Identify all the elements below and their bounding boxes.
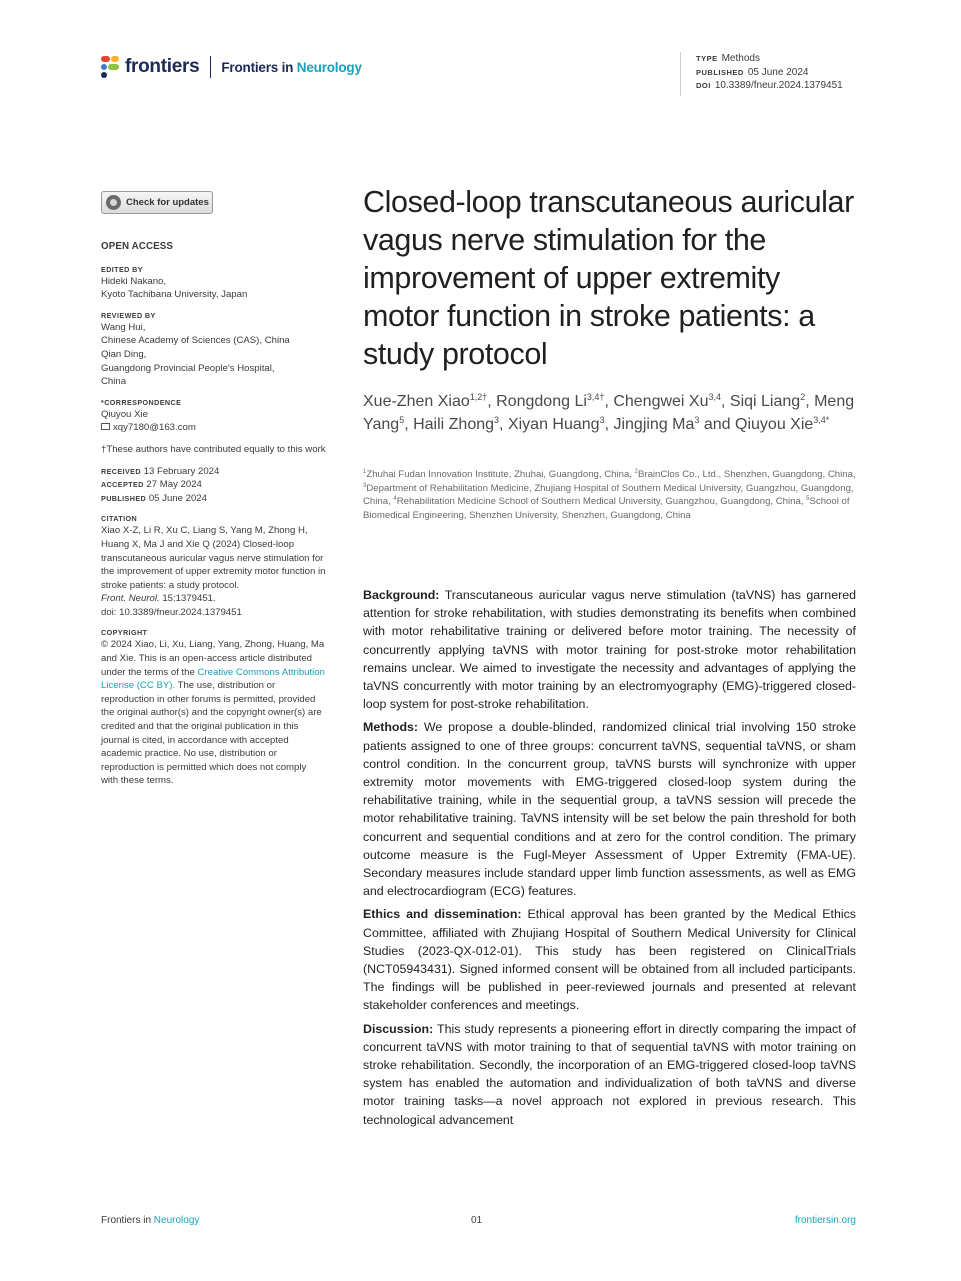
author-list: Xue-Zhen Xiao$^{1,2\dagger}$, Rongdong $Li^{3,4\dagger}$, Chengwei Xu$^{3,4}$, Siqi Liang$^2$, Meng Yang$^5$, Haili Zhong$^3$, Xiyan Huang$^3$, Jingjing Ma$^3$ and Qiuyou Xie$^{3,4*}$ [363, 392, 855, 433]
affiliation-text: BrainClos Co., Ltd., Shenzhen, Guangdong, China, [637, 469, 856, 480]
affiliation-number: 5 [806, 496, 810, 503]
citation-section: CITATION Xiao X-Z, Li R, Xu C, Liang S, Yang M, Zhong H, Huang X, Ma J and Xie Q (2024) Closed-loop transcutaneous auricular vagus nerve stimulation for the improvement of upper extremity motor function in stroke patients: a study protocol. Front. Neurol. 15:1379451. doi: 10.3389/fneur.2024.1379451 [101, 514, 326, 618]
author-name[interactable]: Qiuyou Xie [735, 416, 814, 433]
check-for-updates-button[interactable]: Check for updates [101, 191, 213, 214]
abstract-heading: Methods: [363, 720, 419, 735]
abstract [363, 586, 856, 1134]
abstract-heading: Background: [363, 588, 440, 602]
abstract-paragraph [363, 586, 856, 713]
author-affiliation-mark: 3,4† [586, 392, 605, 402]
crossmark-icon [106, 195, 121, 210]
abstract-heading: Discussion: [363, 1021, 434, 1036]
author-affiliation-mark: 3 [494, 415, 500, 425]
article-meta [680, 52, 843, 96]
page-header [101, 52, 861, 96]
author-affiliation-mark: 3,4* [813, 415, 830, 425]
abstract-text: Transcutaneous auricular vagus nerve stimulation (taVNS) has garnered attention for stroke rehabilitation, with studies demonstrating its benefits when combined with motor rehabilitative training or delivered before motor training. The necessity of concurrently applying taVNS with motor training for post-stroke motor rehabilitation remains unclear. We aimed to investigate the necessity and advantages of applying the taVNS concurrently with motor training by an electromyography (EMG)-triggered closed-loop system for post-stroke rehabilitation. [363, 588, 856, 712]
affiliation-text: School of Biomedical Engineering, Shenzhen University, Shenzhen, Guangdong, China [363, 496, 850, 522]
article-type: TYPE Methods [696, 53, 760, 64]
abstract-text: Ethical approval has been granted by the Medical Ethics Committee, affiliated with Zhujiang Hospital of Southern Medical University for Clinical Studies (2023-QX-012-01). This study has been registered on ClinicalTrials (NCT05943431). Signed informed consent will be obtained from all included participants. The findings will be published in peer-reviewed journals and presented at relevant stakeholder conferences and meetings. [363, 907, 856, 1013]
equal-contribution-note: †These authors have contributed equally to this work [101, 443, 326, 455]
abstract-paragraph [363, 905, 856, 1014]
affiliation-text: Department of Rehabilitation Medicine, Zhujiang Hospital of Southern Medical University, Guangzhou, Guangdong, China, [363, 482, 854, 508]
author-affiliation-mark: 2 [800, 392, 806, 402]
affiliation-text: Rehabilitation Medicine School of Southern Medical University, Guangzhou, Guangdong, China, [396, 496, 807, 508]
abstract-paragraph [363, 1020, 856, 1129]
affiliation-number: 3 [363, 482, 367, 489]
author-affiliation-mark: 1,2† [469, 392, 488, 402]
author-name[interactable]: Siqi Liang [729, 393, 801, 410]
author-name[interactable]: Chengwei Xu [613, 393, 709, 410]
abstract-heading: Ethics and dissemination: [363, 907, 522, 922]
abstract-text: We propose a double-blinded, randomized clinical trial involving 150 stroke patients assigned to one of three groups: concurrent taVNS, sequential taVNS, or sham control condition. In the concurrent group, taVNS bursts will synchronize with upper extremity motor movements with EMG-triggered closed-loop system during the rehabilitative training, while in the sequential group, a taVNS session will precede the motor rehabilitative training. TaVNS intensity will be set below the pain threshold for both concurrent and sequential conditions and at zero for the control condition. The primary outcome measure is the Fugl-Meyer Assessment of Upper Extremity (FMA-UE). Secondary measures include standard upper limb function assessments, as well as EMG and electrocardiogram (ECG) features. [363, 720, 856, 899]
frontiers-logo-icon [101, 56, 121, 78]
affiliation-number: 4 [393, 496, 397, 503]
author-name[interactable]: Haili Zhong [413, 416, 495, 433]
edited-by-section: EDITED BY Hideki Nakano, Kyoto Tachibana University, Japan [101, 264, 248, 301]
journal-name: Frontiers in Neurology [221, 59, 362, 75]
logo-divider [210, 56, 211, 78]
page-number: 01 [471, 1215, 483, 1226]
correspondence-email[interactable]: xqy7180@163.com [101, 421, 326, 435]
author-affiliation-mark: 3 [694, 415, 700, 425]
abstract-paragraph [363, 718, 856, 900]
article-sidebar [101, 191, 326, 796]
envelope-icon [101, 423, 110, 430]
affiliation-number: 1 [363, 469, 367, 475]
brand-name: frontiers [125, 56, 200, 77]
author-name[interactable]: Jingjing Ma [613, 416, 695, 433]
footer-journal: Frontiers in Neurology [101, 1215, 200, 1226]
article-published: PUBLISHED 05 June 2024 [696, 66, 809, 78]
frontiers-logo[interactable] [101, 54, 362, 80]
copyright-section: COPYRIGHT © 2024 Xiao, Li, Xu, Liang, Yang, Zhong, Huang, Ma and Xie. This is an open-access article distributed under the terms of the Creative Commons Attribution License (CC BY). The use, distribution or reproduction in other forums is permitted, provided the original author(s) and the copyright owner(s) are credited and that the original publication in this journal is cited, in accordance with accepted academic practice. No use, distribution or reproduction is permitted which does not comply with these terms. [101, 628, 325, 787]
affiliation-text: Zhuhai Fudan Innovation Institute, Zhuhai, Guangdong, China, [366, 469, 635, 480]
reviewed-by-section: REVIEWED BY Wang Hui, Chinese Academy of Sciences (CAS), China Qian Ding, Guangdong Provincial People's Hospital, China [101, 310, 290, 388]
citation-doi[interactable]: doi: 10.3389/fneur.2024.1379451 [101, 606, 242, 618]
author-name[interactable]: Rongdong Li [496, 393, 587, 410]
article-title: Closed-loop transcutaneous auricular vagus nerve stimulation for the improvement of upper extremity motor function in stroke patients: a study protocol [363, 185, 854, 371]
cc-by-license-link[interactable]: Creative Commons Attribution License (CC BY). [101, 666, 325, 692]
author-affiliation-mark: 5 [399, 415, 405, 425]
author-name[interactable]: Xue-Zhen Xiao [363, 393, 470, 410]
page-footer [101, 1215, 856, 1231]
footer-site-link[interactable]: frontiersin.org [794, 1215, 856, 1226]
affiliation-number: 2 [634, 469, 638, 475]
author-affiliation-mark: 3 [599, 415, 605, 425]
article-doi[interactable]: DOI 10.3389/fneur.2024.1379451 [696, 80, 843, 91]
correspondence-section: *CORRESPONDENCE Qiuyou Xie xqy7180@163.com [101, 397, 326, 435]
author-affiliation-mark: 3,4 [708, 392, 722, 402]
author-name[interactable]: Meng Yang [363, 393, 855, 433]
affiliations [363, 468, 856, 523]
dates-section: RECEIVED 13 February 2024 ACCEPTED 27 May 2024 PUBLISHED 05 June 2024 [101, 465, 220, 504]
open-access-label: OPEN ACCESS [101, 241, 174, 252]
author-name[interactable]: Xiyan Huang [507, 416, 600, 433]
abstract-text: This study represents a pioneering effort in directly comparing the impact of concurrent taVNS with motor training to that of sequential taVNS with motor training on stroke rehabilitation. Secondly, the incorporation of an EMG-triggered closed-loop taVNS system has enabled the automation and individualization of both taVNS and diverse motor training tasks—a novel approach not explored in previous research. This technological advancement [363, 1021, 856, 1127]
